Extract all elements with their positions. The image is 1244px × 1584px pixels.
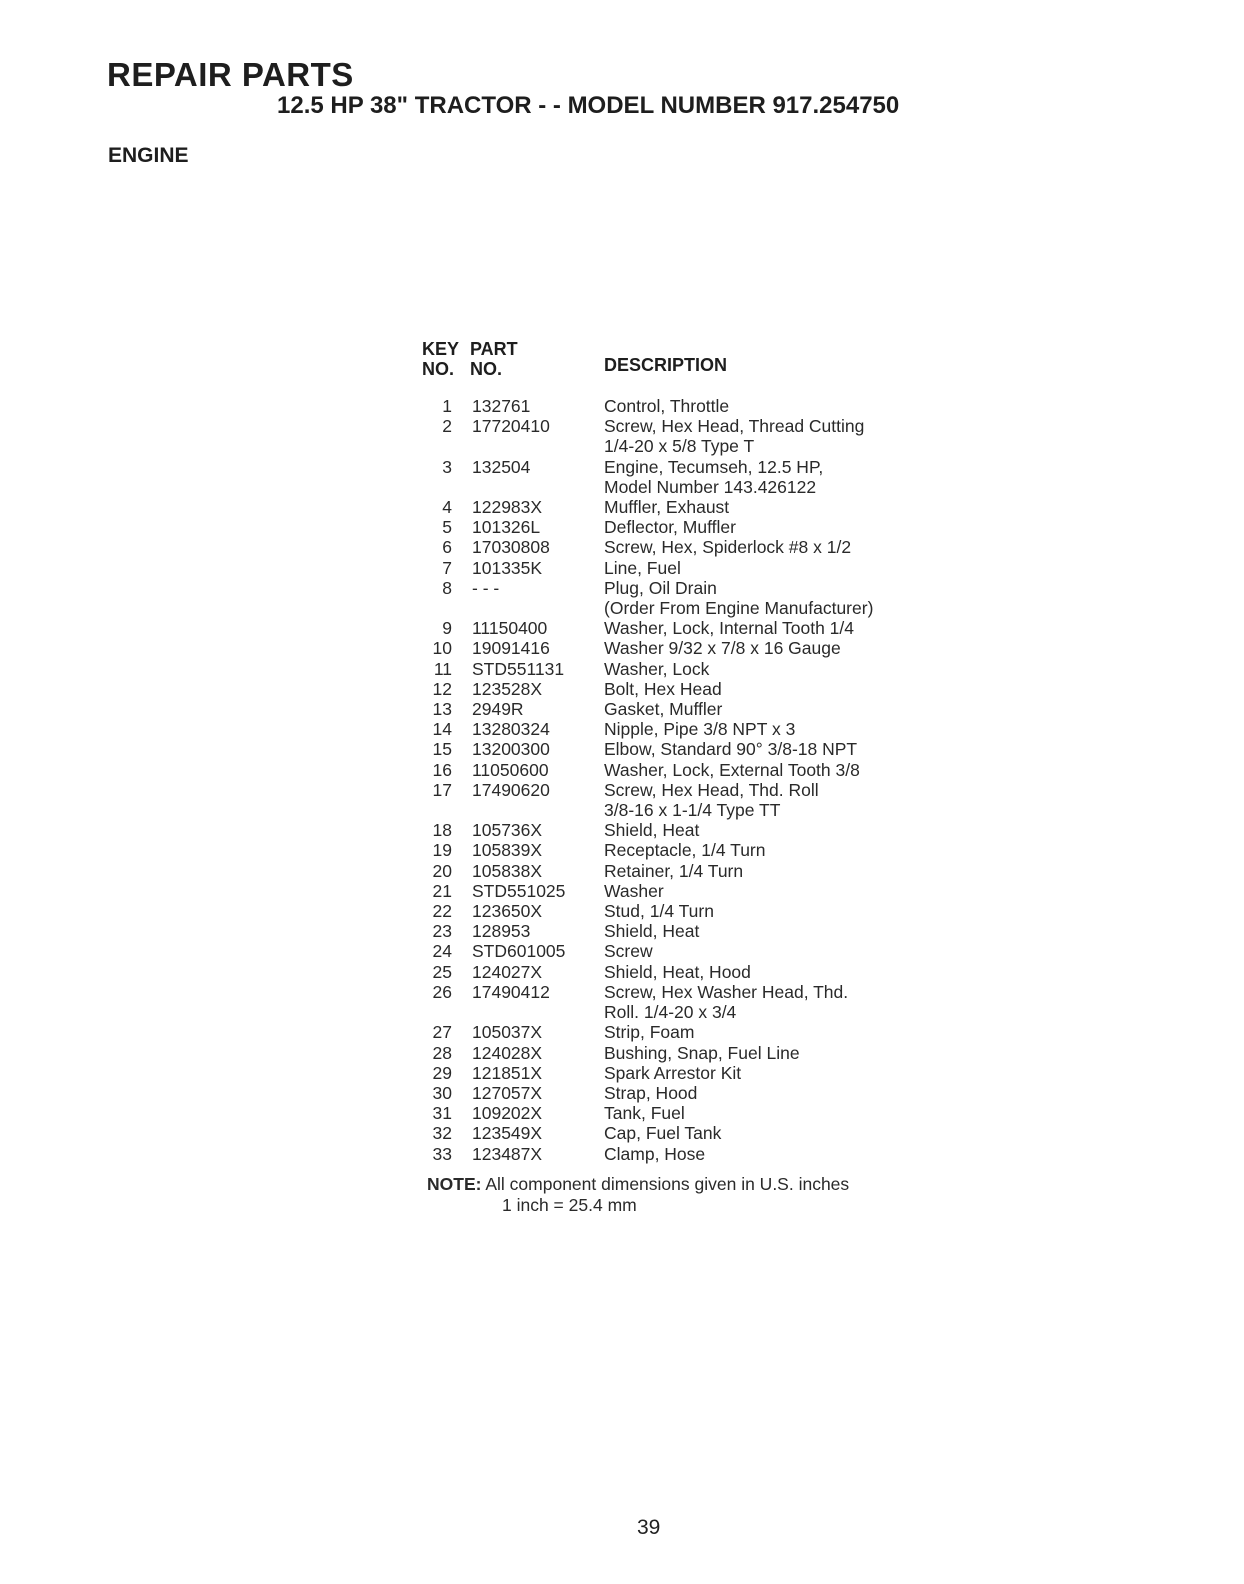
key-number: 3 [442,456,452,477]
part-number: 105037X [472,1022,543,1043]
table-row [424,699,984,719]
description-line: 3/8-16 x 1-1/4 Type TT [604,800,781,821]
description-line: Muffler, Exhaust [604,497,730,518]
description [604,699,984,719]
table-row [424,962,984,982]
part-number: - - - [472,577,500,598]
key-number: 10 [432,638,452,659]
description-line: Screw, Hex Head, Thread Cutting [604,416,865,437]
table-row [424,396,984,416]
note [427,1174,849,1216]
description [604,396,984,416]
key-number: 17 [432,779,452,800]
description-line: Elbow, Standard 90° 3/8-18 NPT [604,739,858,760]
key-number: 9 [442,618,452,639]
description-line: Receptacle, 1/4 Turn [604,840,766,861]
table-row [424,1063,984,1083]
key-number: 25 [432,961,452,982]
table-row [424,1083,984,1103]
description-line: Shield, Heat [604,921,700,942]
part-number: 124028X [472,1042,543,1063]
page-title: REPAIR PARTS [107,56,354,93]
table-row [424,881,984,901]
description [604,921,984,941]
part-number: 109202X [472,1103,543,1124]
description-line: Screw [604,941,653,962]
table-row [424,1043,984,1063]
parts-list [424,396,984,1164]
description [604,982,984,1022]
description [604,517,984,537]
description-line: Plug, Oil Drain [604,577,717,598]
part-number: 132504 [472,456,531,477]
description [604,558,984,578]
part-number: 122983X [472,497,543,518]
description-line: Engine, Tecumseh, 12.5 HP, [604,456,824,477]
description-line: Gasket, Muffler [604,699,723,720]
key-number: 15 [432,739,452,760]
table-row [424,921,984,941]
table-row [424,840,984,860]
description-line: Roll. 1/4-20 x 3/4 [604,1002,737,1023]
table-row [424,618,984,638]
description [604,638,984,658]
description-line: Tank, Fuel [604,1103,685,1124]
description-line: Strip, Foam [604,1022,695,1043]
table-row [424,517,984,537]
part-number: 17030808 [472,537,550,558]
table-row [424,416,984,456]
description-line: Strap, Hood [604,1082,698,1103]
description [604,941,984,961]
table-row [424,1144,984,1164]
part-number: 123528X [472,678,543,699]
table-row [424,780,984,820]
description-line: Control, Throttle [604,396,730,416]
key-number: 22 [432,901,452,922]
description-line: Washer, Lock, Internal Tooth 1/4 [604,618,855,639]
part-number: 17720410 [472,416,550,437]
description [604,497,984,517]
description-line: Retainer, 1/4 Turn [604,860,744,881]
part-number: 123549X [472,1123,543,1144]
description [604,1103,984,1123]
key-number: 1 [442,396,452,416]
key-number: 4 [442,497,452,518]
description [604,1043,984,1063]
description [604,760,984,780]
description [604,679,984,699]
key-number: 2 [442,416,452,437]
table-row [424,457,984,497]
description-line: Screw, Hex Washer Head, Thd. [604,981,849,1002]
part-number: 11150400 [472,618,548,639]
description-line: (Order From Engine Manufacturer) [604,598,874,619]
description [604,618,984,638]
part-header-line1: PART [470,339,518,359]
description [604,537,984,557]
table-row [424,1123,984,1143]
table-row [424,861,984,881]
description [604,861,984,881]
description-line: Stud, 1/4 Turn [604,901,714,922]
key-number: 18 [432,820,452,841]
part-number: STD601005 [472,941,566,962]
table-row [424,760,984,780]
part-number: 13280324 [472,719,550,740]
part-no-header [470,339,518,379]
table-row [424,820,984,840]
part-number: 105839X [472,840,543,861]
key-number: 26 [432,981,452,1002]
table-row [424,578,984,618]
description-line: Washer 9/32 x 7/8 x 16 Gauge [604,638,841,659]
description-line: Line, Fuel [604,557,681,578]
key-number: 28 [432,1042,452,1063]
key-number: 19 [432,840,452,861]
table-row [424,1103,984,1123]
part-header-line2: NO. [470,359,503,379]
table-row [424,941,984,961]
part-number: 101335K [472,557,543,578]
table-row [424,537,984,557]
description [604,901,984,921]
table-row [424,739,984,759]
part-number: 105838X [472,860,543,881]
key-number: 7 [442,557,452,578]
key-no-header [422,339,459,379]
key-number: 16 [432,759,452,780]
table-row [424,659,984,679]
description [604,457,984,497]
description-line: Spark Arrestor Kit [604,1062,742,1083]
key-number: 8 [442,577,452,598]
note-label: NOTE: [427,1174,482,1194]
part-number: 101326L [472,517,541,538]
key-number: 32 [432,1123,452,1144]
description-line: Washer [604,880,664,901]
description-line: Model Number 143.426122 [604,476,817,497]
description [604,719,984,739]
description-line: 1/4-20 x 5/8 Type T [604,436,755,457]
key-number: 6 [442,537,452,558]
description-line: Bolt, Hex Head [604,678,722,699]
part-number: 128953 [472,921,531,942]
key-number: 21 [432,880,452,901]
part-number: 127057X [472,1082,543,1103]
description-line: Washer, Lock [604,658,710,679]
table-row [424,1022,984,1042]
part-number: 17490412 [472,981,550,1002]
key-number: 13 [432,699,452,720]
part-number: 121851X [472,1062,543,1083]
description-line: Shield, Heat [604,820,700,841]
key-number: 27 [432,1022,452,1043]
part-number: 19091416 [472,638,550,659]
note-line1: All component dimensions given in U.S. inches [485,1174,850,1194]
part-number: 123650X [472,901,543,922]
part-number: 13200300 [472,739,550,760]
description [604,578,984,618]
key-header-line2: NO. [422,359,455,379]
description [604,962,984,982]
table-row [424,719,984,739]
table-row [424,679,984,699]
table-row [424,982,984,1022]
table-row [424,901,984,921]
description [604,1144,984,1164]
part-number: STD551131 [472,658,565,679]
description-line: Washer, Lock, External Tooth 3/8 [604,759,860,780]
description [604,659,984,679]
description-line: Deflector, Muffler [604,517,736,538]
key-number: 14 [432,719,452,740]
key-number: 24 [432,941,452,962]
description [604,1063,984,1083]
description-line: Bushing, Snap, Fuel Line [604,1042,800,1063]
part-number: 124027X [472,961,543,982]
key-number: 12 [432,678,452,699]
description [604,739,984,759]
description [604,1022,984,1042]
key-number: 5 [442,517,452,538]
part-number: 2949R [472,699,524,720]
description [604,1123,984,1143]
part-number: STD551025 [472,880,566,901]
description-line: Clamp, Hose [604,1143,706,1164]
key-number: 20 [432,860,452,881]
part-number: 105736X [472,820,543,841]
description-line: Screw, Hex, Spiderlock #8 x 1/2 [604,537,852,558]
part-number: 11050600 [472,759,549,780]
description [604,780,984,820]
key-number: 30 [432,1082,452,1103]
description [604,820,984,840]
description [604,416,984,456]
key-number: 23 [432,921,452,942]
section-label: ENGINE [108,144,189,167]
page-number: 39 [637,1516,661,1539]
description [604,1083,984,1103]
note-line2: 1 inch = 25.4 mm [502,1195,637,1215]
part-number: 132761 [472,396,531,416]
description-header: DESCRIPTION [604,355,728,375]
key-number: 11 [433,658,452,679]
key-header-line1: KEY [422,339,460,359]
page-subtitle: 12.5 HP 38" TRACTOR - - MODEL NUMBER 917.254750 [277,92,900,119]
description-line: Nipple, Pipe 3/8 NPT x 3 [604,719,796,740]
description-line: Screw, Hex Head, Thd. Roll [604,779,819,800]
part-number: 17490620 [472,779,550,800]
description [604,881,984,901]
key-number: 33 [432,1143,452,1164]
description-line: Shield, Heat, Hood [604,961,751,982]
table-row [424,497,984,517]
key-number: 29 [432,1062,452,1083]
description-line: Cap, Fuel Tank [604,1123,722,1144]
key-number: 31 [432,1103,452,1124]
description [604,840,984,860]
table-row [424,638,984,658]
part-number: 123487X [472,1143,543,1164]
table-row [424,558,984,578]
